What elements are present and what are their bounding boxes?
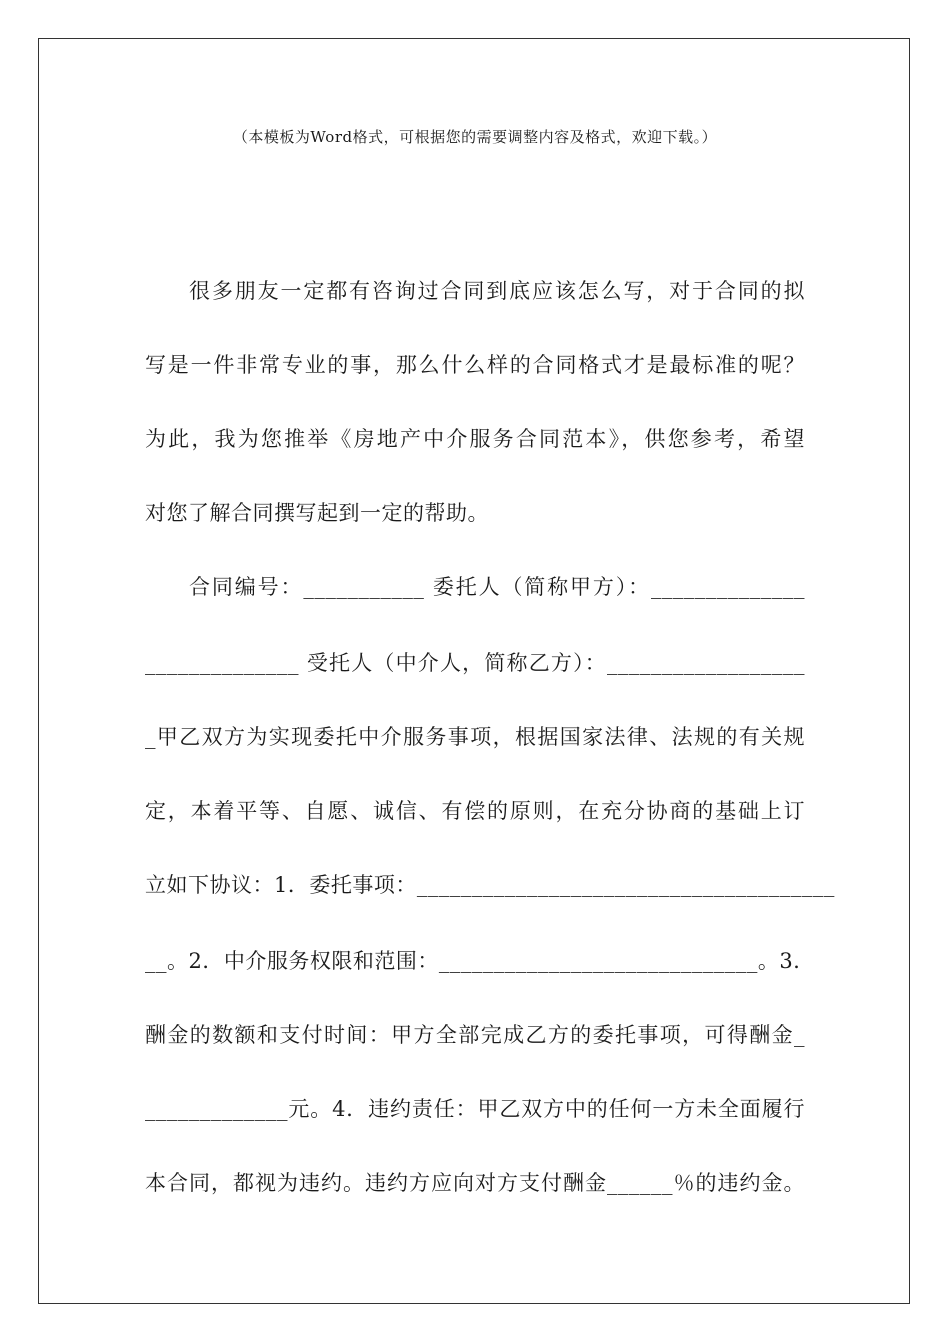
- clause-line: 酬金的数额和支付时间：甲方全部完成乙方的委托事项，可得酬金_: [145, 1023, 805, 1047]
- paragraph-line: 很多朋友一定都有咨询过合同到底应该怎么写，对于合同的拟: [189, 279, 805, 303]
- clause-line: 立如下协议：1．委托事项：______________________________________: [145, 873, 835, 897]
- paragraph-line: _甲乙双方为实现委托中介服务事项，根据国家法律、法规的有关规: [145, 725, 805, 749]
- paragraph-line: 对您了解合同撰写起到一定的帮助。: [145, 501, 489, 525]
- contract-number-line: 合同编号：___________ 委托人（简称甲方）：______________: [189, 575, 805, 599]
- paragraph-line: 写是一件非常专业的事，那么什么样的合同格式才是最标准的呢？: [145, 353, 805, 377]
- clause-line: _____________元。4．违约责任：甲乙双方中的任何一方未全面履行: [145, 1097, 805, 1121]
- template-note: （本模板为Word格式，可根据您的需要调整内容及格式，欢迎下载。）: [232, 128, 718, 146]
- paragraph-line: 为此，我为您推举《房地产中介服务合同范本》，供您参考，希望: [145, 427, 805, 451]
- clause-line: 本合同，都视为违约。违约方应向对方支付酬金______％的违约金。: [145, 1171, 805, 1195]
- trustee-line: ______________ 受托人（中介人，简称乙方）：__________________: [145, 651, 805, 675]
- clause-line: __。2．中介服务权限和范围：_____________________________。3．: [145, 949, 815, 973]
- paragraph-line: 定，本着平等、自愿、诚信、有偿的原则，在充分协商的基础上订: [145, 799, 805, 823]
